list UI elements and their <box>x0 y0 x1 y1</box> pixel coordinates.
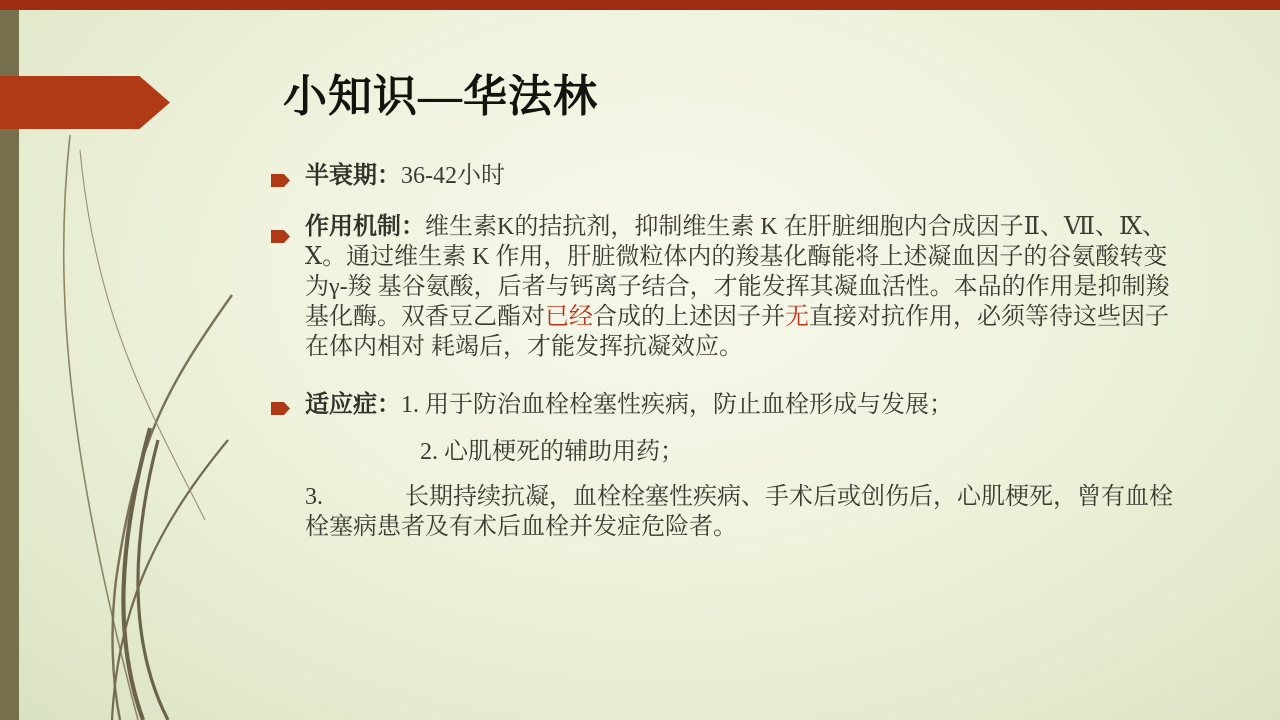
bullet-half-life <box>305 161 505 191</box>
mechanism-red-text-1: 已经 <box>545 304 593 330</box>
mechanism-label: 作用机制： <box>305 214 425 240</box>
mechanism-text-1: 维生素K的拮抗剂，抑制维生素 K 在肝脏细胞内合成因子Ⅱ、Ⅶ、Ⅸ、Ⅹ。通过维生素 K 作用，肝脏微粒体内的羧基化酶能将上述凝血因子的谷氨酸转变为γ-羧 基谷氨酸，后者与钙离子结合，才能发挥其凝血活性。本品的作用是抑制羧基化酶。双香豆乙酯对 <box>305 214 1170 330</box>
indication-item-3-text: 长期持续抗凝，血栓栓塞性疾病、手术后或创伤后，心肌梗死，曾有血栓栓塞病患者及有术后血栓并发症危险者。 <box>305 484 1173 540</box>
slide-title: 小知识—华法林 <box>283 72 598 121</box>
mechanism-text-3: 直接对抗作用，必须等待这些因子在体内相对 耗竭后，才能发挥抗凝效应。 <box>305 304 1169 360</box>
indications-label: 适应症： <box>305 392 401 418</box>
top-accent-bar <box>0 0 1280 10</box>
bullet-indications <box>305 390 953 420</box>
indication-item-1: 1. 用于防治血栓栓塞性疾病，防止血栓形成与发展； <box>401 392 953 418</box>
indication-item-3-number: 3. <box>305 484 323 510</box>
bullet-mechanism <box>305 212 1185 362</box>
half-life-label: 半衰期： <box>305 163 401 189</box>
indication-item-3 <box>305 482 1185 542</box>
half-life-value: 36-42小时 <box>401 163 505 189</box>
mechanism-text-2: 合成的上述因子并 <box>593 304 785 330</box>
indication-item-2: 2. 心肌梗死的辅助用药； <box>420 439 684 465</box>
red-arrow-decoration <box>0 76 170 129</box>
mechanism-red-text-2: 无 <box>785 304 809 330</box>
